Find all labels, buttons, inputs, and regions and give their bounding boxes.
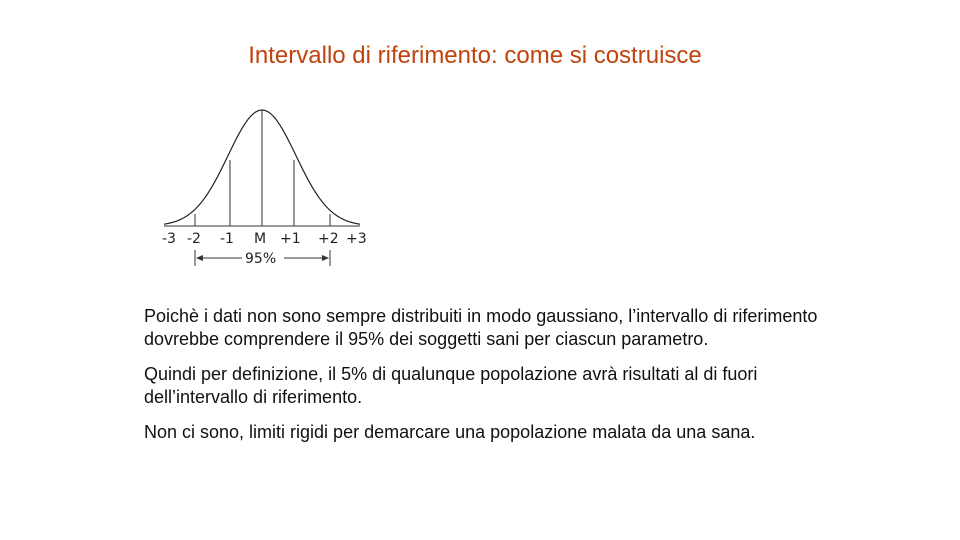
- interval-label: 95%: [245, 251, 277, 267]
- tick-label-minus-1: -1: [220, 231, 234, 247]
- tick-label-mean: M: [254, 231, 267, 247]
- tick-label-plus-3: +3: [346, 231, 367, 247]
- arrowhead-left-icon: [196, 255, 203, 261]
- tick-label-minus-2: -2: [187, 231, 201, 247]
- body-text: [144, 305, 824, 456]
- paragraph-1: Poichè i dati non sono sempre distribuiti in modo gaussiano, l’intervallo di riferimento dovrebbe comprendere il 95% dei soggetti sani per ciascun parametro.: [144, 306, 818, 349]
- slide-title: Intervallo di riferimento: come si costruisce: [248, 42, 702, 69]
- paragraph-3: Non ci sono, limiti rigidi per demarcare una popolazione malata da una sana.: [144, 422, 756, 442]
- tick-label-plus-1: +1: [280, 231, 301, 247]
- paragraph-2: Quindi per definizione, il 5% di qualunque popolazione avrà risultati al di fuori dell’intervallo di riferimento.: [144, 364, 758, 407]
- arrowhead-right-icon: [322, 255, 329, 261]
- normal-distribution-diagram: [150, 100, 390, 270]
- tick-label-minus-3: -3: [162, 231, 176, 247]
- tick-label-plus-2: +2: [318, 231, 339, 247]
